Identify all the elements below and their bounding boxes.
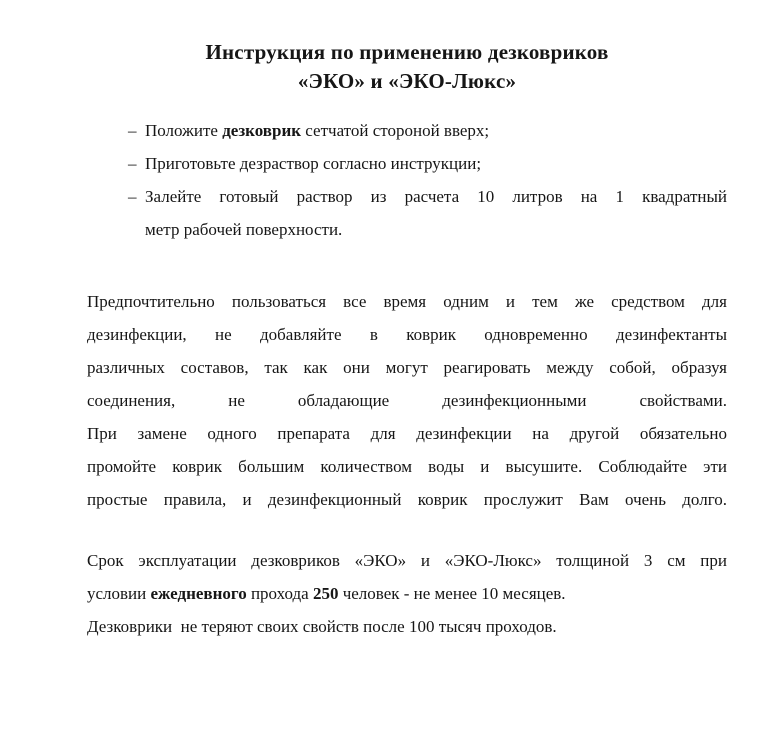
paragraph-line: соединения, не обладающие дезинфекционными свойствами.: [87, 391, 727, 410]
service-life-line-2: [87, 577, 727, 610]
service-life-line-2-part-5: человек - не менее 10 месяцев.: [338, 584, 566, 603]
service-life-bold-daily: ежедневного: [150, 584, 247, 603]
dash-marker: –: [128, 187, 137, 206]
list-item-1-text: [145, 121, 489, 140]
list-item-1-part-3: сетчатой стороной вверх;: [301, 121, 490, 140]
list-item-3: [87, 180, 727, 246]
title-line-1: Инструкция по применению дезковриков: [205, 40, 609, 64]
paragraph-line: промойте коврик большим количеством воды и высушите. Соблюдайте эти: [87, 457, 727, 476]
service-life-line-2-part-3: прохода: [246, 584, 313, 603]
paragraph-disinfectant-rules: [87, 285, 727, 516]
paragraph-line: При замене одного препарата для дезинфекции на другой обязательно: [87, 424, 727, 443]
title-line-2: «ЭКО» и «ЭКО-Люкс»: [297, 69, 517, 93]
paragraph-line: различных составов, так как они могут реагировать между собой, образуя: [87, 358, 727, 377]
instruction-list: [87, 114, 727, 246]
paragraph-line: простые правила, и дезинфекционный коврик прослужит Вам очень долго.: [87, 490, 727, 509]
paragraph-line: Предпочтительно пользоваться все время одним и тем же средством для: [87, 292, 727, 311]
dash-marker: –: [128, 154, 137, 173]
list-item-2: [87, 147, 727, 180]
list-item-1-part-1: Положите: [145, 121, 223, 140]
service-life-line-3: Дезковрики не теряют своих свойств после 100 тысяч проходов.: [87, 617, 557, 636]
list-item-1: [87, 114, 727, 147]
service-life-line-2-part-1: условии: [87, 584, 151, 603]
paragraph-service-life: [87, 544, 727, 643]
document-content: [87, 38, 727, 643]
paragraph-line: дезинфекции, не добавляйте в коврик одновременно дезинфектанты: [87, 325, 727, 344]
dash-marker: –: [128, 121, 137, 140]
list-item-1-bold-word: дезковрик: [222, 121, 302, 140]
list-item-2-text: Приготовьте дезраствор согласно инструкции;: [145, 154, 482, 173]
list-item-3-line-1: Залейте готовый раствор из расчета 10 литров на 1 квадратный: [145, 187, 727, 206]
service-life-bold-250: 250: [312, 584, 339, 603]
list-item-3-line-2: метр рабочей поверхности.: [145, 220, 343, 239]
document-title: [87, 38, 727, 96]
service-life-line-1: Срок эксплуатации дезковриков «ЭКО» и «ЭКО-Люкс» толщиной 3 см при: [87, 551, 727, 570]
